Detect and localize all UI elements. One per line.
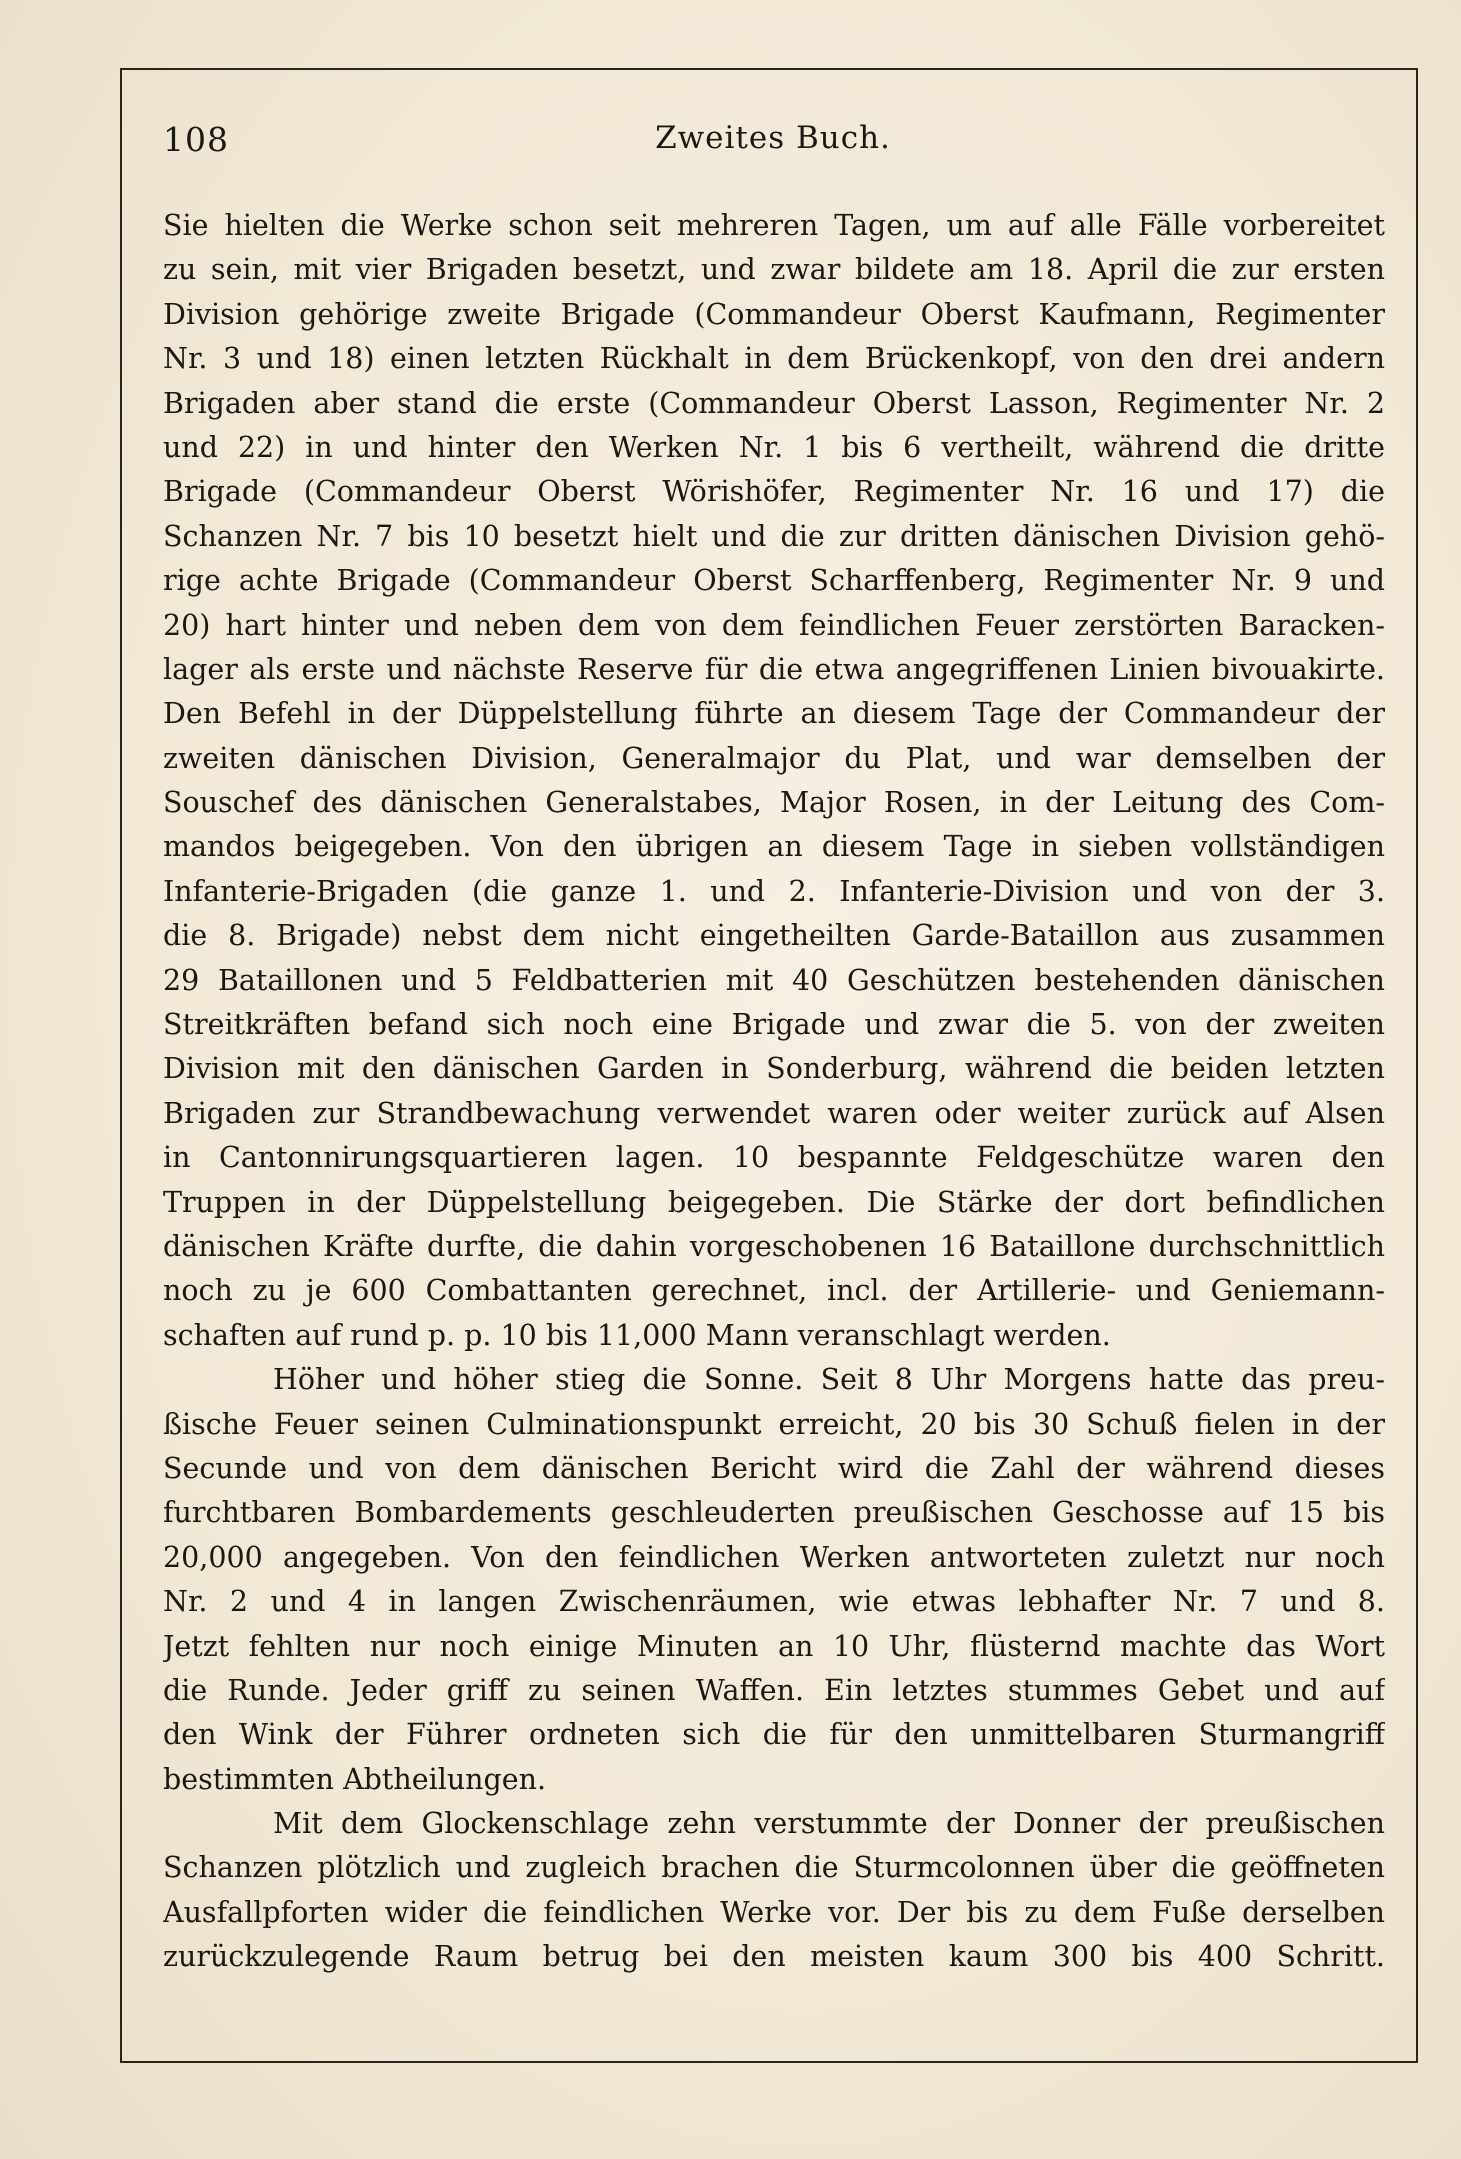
page-frame-left-rule (120, 68, 122, 2063)
text-line: zurückzulegende Raum betrug bei den meisten kaum 300 bis 400 Schritt. (163, 1940, 1385, 1974)
text-line: und 22) in und hinter den Werken Nr. 1 bis 6 vertheilt, während die dritte (163, 430, 1385, 464)
text-line: Infanterie-Brigaden (die ganze 1. und 2. Infanterie-Division und von der 3. (163, 874, 1385, 908)
text-line: Brigade (Commandeur Oberst Wörishöfer, Regimenter Nr. 16 und 17) die (163, 475, 1385, 509)
text-line: Nr. 2 und 4 in langen Zwischenräumen, wie etwas lebhafter Nr. 7 und 8. (163, 1585, 1385, 1619)
text-line: 20) hart hinter und neben dem von dem feindlichen Feuer zerstörten Baracken- (163, 608, 1385, 642)
text-line: noch zu je 600 Combattanten gerechnet, incl. der Artillerie- und Geniemann- (163, 1274, 1385, 1308)
body-text (163, 204, 1385, 1980)
text-line: Souschef des dänischen Generalstabes, Major Rosen, in der Leitung des Com- (163, 786, 1385, 820)
text-line: 20,000 angegeben. Von den feindlichen Werken antworteten zuletzt nur noch (163, 1540, 1385, 1574)
text-line: in Cantonnirungsquartieren lagen. 10 bespannte Feldgeschütze waren den (163, 1141, 1385, 1175)
text-line: Jetzt fehlten nur noch einige Minuten an 10 Uhr, flüsternd machte das Wort (163, 1629, 1385, 1663)
paragraph-first-line: Höher und höher stieg die Sonne. Seit 8 Uhr Morgens hatte das preu- (273, 1363, 1385, 1397)
text-line: Truppen in der Düppelstellung beigegeben. Die Stärke der dort befindlichen (163, 1185, 1385, 1219)
page-frame-bottom-rule (120, 2061, 1418, 2063)
page-frame-right-rule (1416, 68, 1418, 2063)
text-line: Den Befehl in der Düppelstellung führte an diesem Tage der Commandeur der (163, 697, 1385, 731)
paragraph-last-line: bestimmten Abtheilungen. (163, 1762, 547, 1796)
text-line: zu sein, mit vier Brigaden besetzt, und zwar bildete am 18. April die zur ersten (163, 253, 1385, 287)
text-line: lager als erste und nächste Reserve für die etwa angegriffenen Linien bivouakirte. (163, 652, 1385, 686)
text-line: Streitkräften befand sich noch eine Brigade und zwar die 5. von der zweiten (163, 1008, 1385, 1042)
page-number: 108 (163, 120, 229, 159)
page-header (163, 120, 1383, 166)
text-line: furchtbaren Bombardements geschleuderten preußischen Geschosse auf 15 bis (163, 1496, 1385, 1530)
text-line: Schanzen Nr. 7 bis 10 besetzt hielt und die zur dritten dänischen Division gehö- (163, 519, 1385, 553)
text-line: Division gehörige zweite Brigade (Commandeur Oberst Kaufmann, Regimenter (163, 297, 1385, 331)
page-frame-top-rule (120, 68, 1418, 70)
text-line: Division mit den dänischen Garden in Sonderburg, während die beiden letzten (163, 1052, 1385, 1086)
text-line: die 8. Brigade) nebst dem nicht eingetheilten Garde-Bataillon aus zusammen (163, 919, 1385, 953)
text-line: rige achte Brigade (Commandeur Oberst Scharffenberg, Regimenter Nr. 9 und (163, 564, 1385, 598)
text-line: mandos beigegeben. Von den übrigen an diesem Tage in sieben vollständigen (163, 830, 1385, 864)
text-line: 29 Bataillonen und 5 Feldbatterien mit 40 Geschützen bestehenden dänischen (163, 963, 1385, 997)
text-line: zweiten dänischen Division, Generalmajor du Plat, und war demselben der (163, 741, 1385, 775)
text-line: Sie hielten die Werke schon seit mehreren Tagen, um auf alle Fälle vorbereitet (163, 209, 1385, 242)
text-line: die Runde. Jeder griff zu seinen Waffen. Ein letztes stummes Gebet und auf (163, 1673, 1385, 1707)
text-line: dänischen Kräfte durfte, die dahin vorgeschobenen 16 Bataillone durchschnittlich (163, 1229, 1385, 1263)
text-line: Schanzen plötzlich und zugleich brachen die Sturmcolonnen über die geöffneten (163, 1851, 1385, 1885)
paragraph-first-line: Mit dem Glockenschlage zehn verstummte der Donner der preußischen (273, 1807, 1385, 1841)
text-line: Ausfallpforten wider die feindlichen Werke vor. Der bis zu dem Fuße derselben (163, 1895, 1385, 1929)
running-title: Zweites Buch. (655, 120, 891, 156)
text-line: Secunde und von dem dänischen Bericht wird die Zahl der während dieses (163, 1451, 1385, 1485)
paragraph-last-line: schaften auf rund p. p. 10 bis 11,000 Mann veranschlagt werden. (163, 1318, 1111, 1352)
text-line: Nr. 3 und 18) einen letzten Rückhalt in dem Brückenkopf, von den drei andern (163, 342, 1385, 376)
text-line: ßische Feuer seinen Culminationspunkt erreicht, 20 bis 30 Schuß fielen in der (163, 1407, 1385, 1441)
text-line: Brigaden aber stand die erste (Commandeur Oberst Lasson, Regimenter Nr. 2 (163, 386, 1385, 420)
text-line: Brigaden zur Strandbewachung verwendet waren oder weiter zurück auf Alsen (163, 1096, 1385, 1130)
text-line: den Wink der Führer ordneten sich die für den unmittelbaren Sturmangriff (163, 1718, 1385, 1752)
